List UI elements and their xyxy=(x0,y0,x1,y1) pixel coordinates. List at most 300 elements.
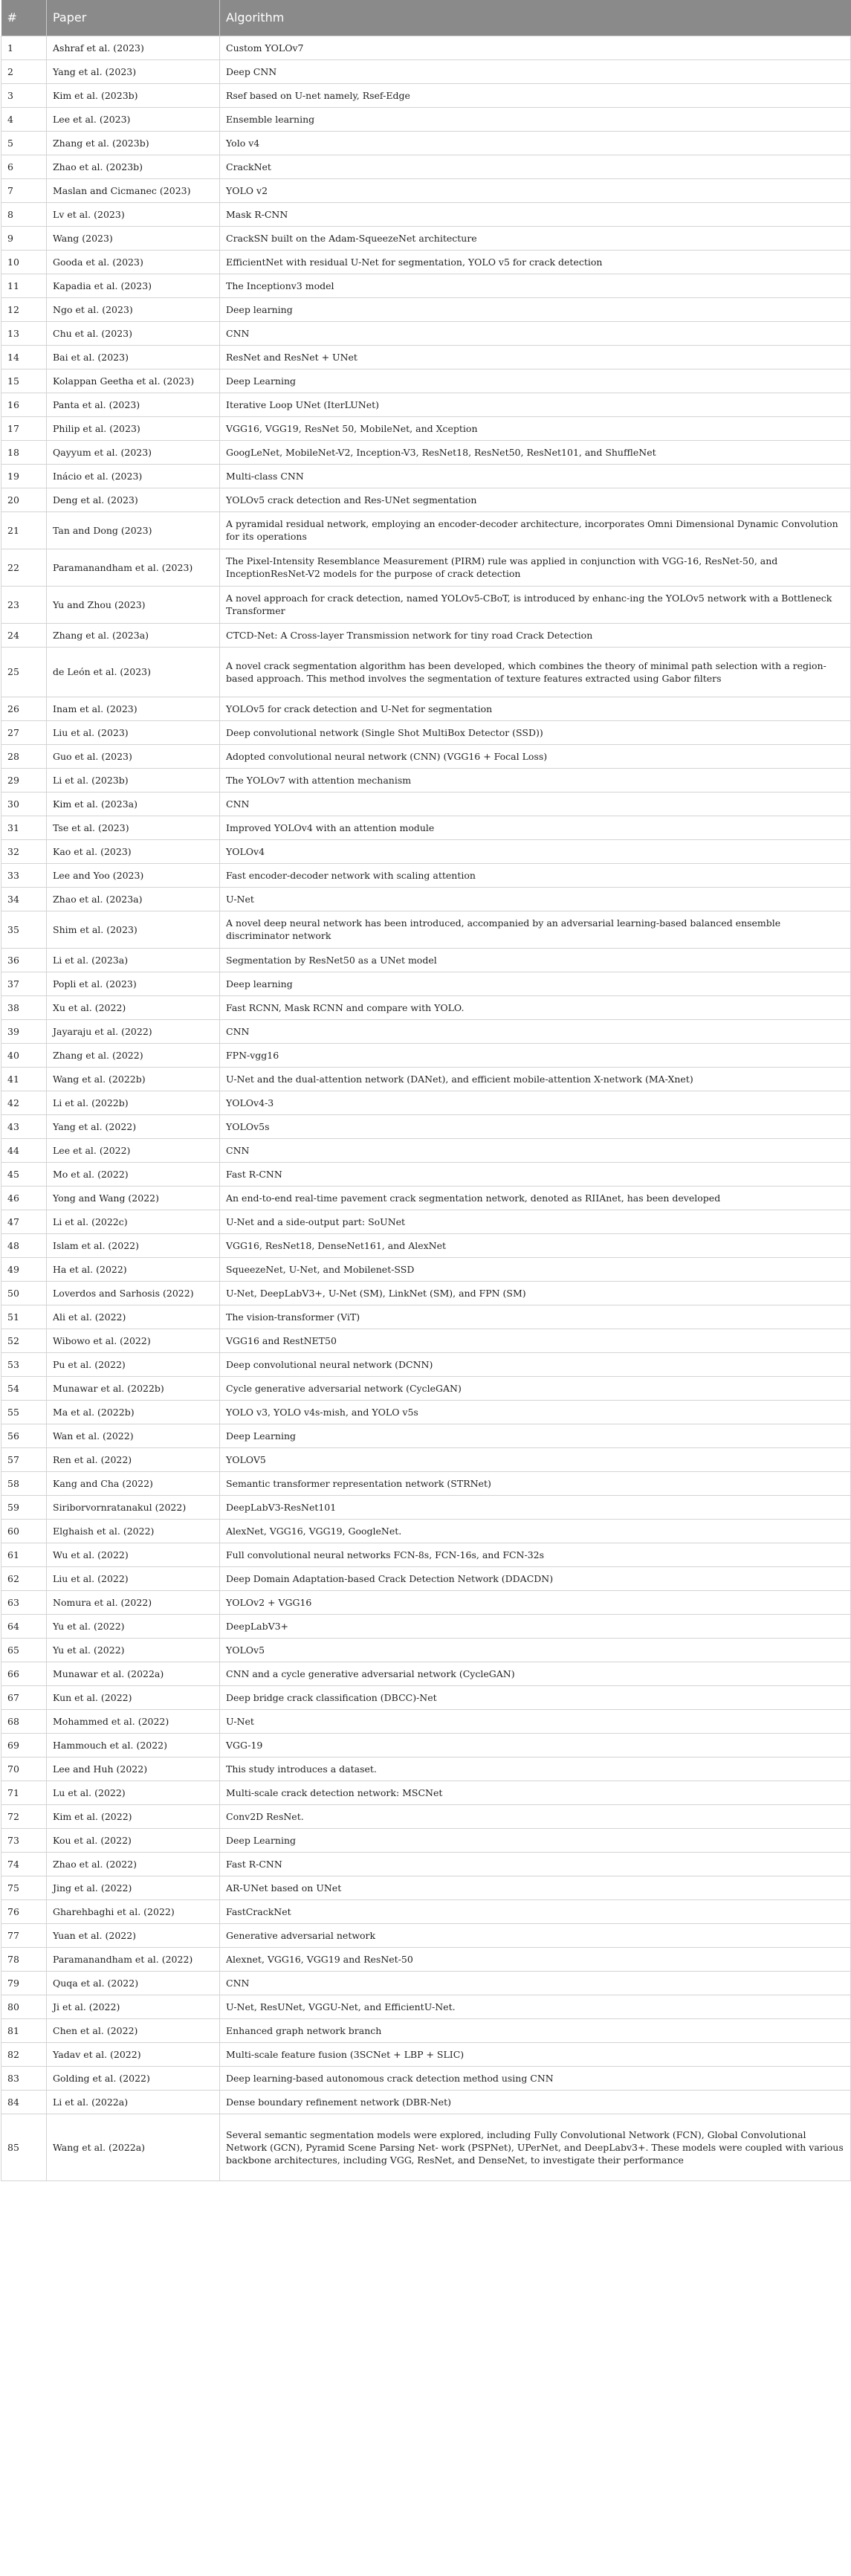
table-row xyxy=(1,1352,851,1376)
table-row xyxy=(1,768,851,792)
row-number: 71 xyxy=(1,1781,47,1804)
algorithm-cell: Semantic transformer representation network (STRNet) xyxy=(220,1471,851,1495)
column-header-algorithm: Algorithm xyxy=(226,10,285,25)
algorithm-cell: U-Net, DeepLabV3+, U-Net (SM), LinkNet (SM), and FPN (SM) xyxy=(220,1281,851,1305)
paper-cell: Yang et al. (2023) xyxy=(47,59,220,83)
row-number: 54 xyxy=(1,1376,47,1400)
row-number: 7 xyxy=(1,178,47,202)
row-number: 18 xyxy=(1,440,47,464)
algorithm-cell: Several semantic segmentation models were explored, including Fully Convolutional Network (FCN), Global Convolutional Network (GCN), Pyramid Scene Parsing Net- work (PSPNet), UPerNet, and DeepLabv3+. These models were coupled with various backbone architectures, including VGG, ResNet, and DenseNet, to investigate their performance xyxy=(220,2114,851,2180)
row-number: 1 xyxy=(1,36,47,59)
paper-cell: Ren et al. (2022) xyxy=(47,1447,220,1471)
algorithm-cell: ResNet and ResNet + UNet xyxy=(220,345,851,369)
algorithm-cell: YOLOv2 + VGG16 xyxy=(220,1590,851,1614)
paper-cell: Yadav et al. (2022) xyxy=(47,2042,220,2066)
algorithm-cell: VGG16 and RestNET50 xyxy=(220,1329,851,1352)
paper-cell: Siriborvornratanakul (2022) xyxy=(47,1495,220,1519)
algorithm-cell: EfficientNet with residual U-Net for segmentation, YOLO v5 for crack detection xyxy=(220,250,851,274)
row-number: 6 xyxy=(1,155,47,178)
paper-cell: Inácio et al. (2023) xyxy=(47,464,220,488)
row-number: 49 xyxy=(1,1257,47,1281)
row-number: 19 xyxy=(1,464,47,488)
paper-cell: Paramanandham et al. (2023) xyxy=(47,549,220,586)
paper-cell: Popli et al. (2023) xyxy=(47,972,220,995)
table-row xyxy=(1,1709,851,1733)
algorithm-cell: YOLOv5 crack detection and Res-UNet segmentation xyxy=(220,488,851,511)
table-row xyxy=(1,1186,851,1210)
row-number: 47 xyxy=(1,1210,47,1233)
table-row xyxy=(1,1210,851,1233)
row-number: 72 xyxy=(1,1804,47,1828)
table-row xyxy=(1,2090,851,2114)
row-number: 84 xyxy=(1,2090,47,2114)
algorithm-cell: CNN and a cycle generative adversarial network (CycleGAN) xyxy=(220,1662,851,1685)
paper-cell: Panta et al. (2023) xyxy=(47,393,220,416)
paper-cell: Xu et al. (2022) xyxy=(47,995,220,1019)
algorithm-cell: Multi-class CNN xyxy=(220,464,851,488)
table-row xyxy=(1,274,851,297)
paper-cell: Kun et al. (2022) xyxy=(47,1685,220,1709)
table-row xyxy=(1,464,851,488)
paper-cell: Kao et al. (2023) xyxy=(47,839,220,863)
row-number: 48 xyxy=(1,1233,47,1257)
algorithm-cell: YOLOv4 xyxy=(220,839,851,863)
algorithm-cell: CTCD-Net: A Cross-layer Transmission network for tiny road Crack Detection xyxy=(220,623,851,647)
row-number: 75 xyxy=(1,1876,47,1899)
algorithm-cell: VGG-19 xyxy=(220,1733,851,1757)
table-row xyxy=(1,36,851,59)
algorithm-cell: CNN xyxy=(220,792,851,816)
algorithm-cell: Yolo v4 xyxy=(220,131,851,155)
table-header-row xyxy=(1,0,851,36)
row-number: 55 xyxy=(1,1400,47,1424)
algorithm-cell: This study introduces a dataset. xyxy=(220,1757,851,1781)
table-row xyxy=(1,1757,851,1781)
paper-cell: Yang et al. (2022) xyxy=(47,1114,220,1138)
row-number: 41 xyxy=(1,1067,47,1091)
row-number: 21 xyxy=(1,511,47,549)
table-row xyxy=(1,1376,851,1400)
row-number: 32 xyxy=(1,839,47,863)
table-row xyxy=(1,1424,851,1447)
algorithm-cell: Adopted convolutional neural network (CNN) (VGG16 + Focal Loss) xyxy=(220,744,851,768)
row-number: 83 xyxy=(1,2066,47,2090)
table-row xyxy=(1,107,851,131)
table-row xyxy=(1,1971,851,1995)
algorithm-cell: AlexNet, VGG16, VGG19, GoogleNet. xyxy=(220,1519,851,1543)
row-number: 57 xyxy=(1,1447,47,1471)
table-row xyxy=(1,1519,851,1543)
algorithm-cell: YOLOv5s xyxy=(220,1114,851,1138)
row-number: 14 xyxy=(1,345,47,369)
row-number: 11 xyxy=(1,274,47,297)
table-row xyxy=(1,440,851,464)
row-number: 12 xyxy=(1,297,47,321)
paper-cell: Ngo et al. (2023) xyxy=(47,297,220,321)
table-row xyxy=(1,1828,851,1852)
algorithm-cell: Alexnet, VGG16, VGG19 and ResNet-50 xyxy=(220,1947,851,1971)
column-header-paper: Paper xyxy=(47,0,220,36)
table-row xyxy=(1,83,851,107)
paper-cell: Wang (2023) xyxy=(47,226,220,250)
column-header-number: # xyxy=(1,0,47,36)
table-row xyxy=(1,1043,851,1067)
row-number: 68 xyxy=(1,1709,47,1733)
paper-cell: Yu et al. (2022) xyxy=(47,1614,220,1638)
row-number: 4 xyxy=(1,107,47,131)
paper-cell: Zhang et al. (2023a) xyxy=(47,623,220,647)
table-row xyxy=(1,1257,851,1281)
algorithm-cell: The YOLOv7 with attention mechanism xyxy=(220,768,851,792)
row-number: 81 xyxy=(1,2018,47,2042)
algorithm-cell: Cycle generative adversarial network (CycleGAN) xyxy=(220,1376,851,1400)
algorithm-cell: Deep Domain Adaptation-based Crack Detection Network (DDACDN) xyxy=(220,1566,851,1590)
paper-cell: Mo et al. (2022) xyxy=(47,1162,220,1186)
paper-cell: Lee and Yoo (2023) xyxy=(47,863,220,887)
row-number: 64 xyxy=(1,1614,47,1638)
table-row xyxy=(1,1614,851,1638)
paper-cell: Paramanandham et al. (2022) xyxy=(47,1947,220,1971)
algorithm-cell: YOLOV5 xyxy=(220,1447,851,1471)
algorithm-cell: VGG16, ResNet18, DenseNet161, and AlexNet xyxy=(220,1233,851,1257)
algorithm-cell: Deep Learning xyxy=(220,1424,851,1447)
paper-cell: Pu et al. (2022) xyxy=(47,1352,220,1376)
table-row xyxy=(1,321,851,345)
row-number: 2 xyxy=(1,59,47,83)
paper-cell: Yong and Wang (2022) xyxy=(47,1186,220,1210)
table-row xyxy=(1,2066,851,2090)
paper-cell: Ashraf et al. (2023) xyxy=(47,36,220,59)
algorithm-cell: Segmentation by ResNet50 as a UNet model xyxy=(220,948,851,972)
algorithm-cell: An end-to-end real-time pavement crack segmentation network, denoted as RIIAnet, has been developed xyxy=(220,1186,851,1210)
table-row xyxy=(1,816,851,839)
algorithm-cell: AR-UNet based on UNet xyxy=(220,1876,851,1899)
algorithm-cell: DeepLabV3+ xyxy=(220,1614,851,1638)
algorithm-cell: U-Net and a side-output part: SoUNet xyxy=(220,1210,851,1233)
table-row xyxy=(1,1733,851,1757)
table-row xyxy=(1,1852,851,1876)
row-number: 53 xyxy=(1,1352,47,1376)
row-number: 59 xyxy=(1,1495,47,1519)
paper-cell: Shim et al. (2023) xyxy=(47,911,220,948)
table-row xyxy=(1,1947,851,1971)
algorithm-cell: Mask R-CNN xyxy=(220,202,851,226)
table-row xyxy=(1,345,851,369)
table-row xyxy=(1,1067,851,1091)
row-number: 65 xyxy=(1,1638,47,1662)
algorithm-cell: CNN xyxy=(220,1019,851,1043)
paper-cell: Loverdos and Sarhosis (2022) xyxy=(47,1281,220,1305)
paper-cell: Tse et al. (2023) xyxy=(47,816,220,839)
row-number: 61 xyxy=(1,1543,47,1566)
row-number: 85 xyxy=(1,2114,47,2180)
algorithm-cell: A novel approach for crack detection, named YOLOv5-CBoT, is introduced by enhanc-ing the YOLOv5 network with a Bottleneck Transformer xyxy=(220,586,851,623)
paper-cell: Gooda et al. (2023) xyxy=(47,250,220,274)
row-number: 82 xyxy=(1,2042,47,2066)
algorithm-cell: Iterative Loop UNet (IterLUNet) xyxy=(220,393,851,416)
table-row xyxy=(1,1543,851,1566)
paper-cell: Nomura et al. (2022) xyxy=(47,1590,220,1614)
paper-cell: Kim et al. (2023a) xyxy=(47,792,220,816)
row-number: 50 xyxy=(1,1281,47,1305)
table-row xyxy=(1,202,851,226)
row-number: 13 xyxy=(1,321,47,345)
table-row xyxy=(1,839,851,863)
paper-cell: Zhao et al. (2022) xyxy=(47,1852,220,1876)
algorithm-cell: The Pixel-Intensity Resemblance Measurement (PIRM) rule was applied in conjunction with VGG-16, ResNet-50, and InceptionResNet-V2 models for the purpose of crack detection xyxy=(220,549,851,586)
algorithm-cell: YOLO v3, YOLO v4s-mish, and YOLO v5s xyxy=(220,1400,851,1424)
paper-cell: Liu et al. (2023) xyxy=(47,720,220,744)
paper-cell: Quqa et al. (2022) xyxy=(47,1971,220,1995)
row-number: 43 xyxy=(1,1114,47,1138)
row-number: 24 xyxy=(1,623,47,647)
algorithm-cell: Deep learning xyxy=(220,297,851,321)
table-row xyxy=(1,623,851,647)
table-row xyxy=(1,1471,851,1495)
row-number: 80 xyxy=(1,1995,47,2018)
table-row xyxy=(1,2018,851,2042)
algorithm-cell: SqueezeNet, U-Net, and Mobilenet-SSD xyxy=(220,1257,851,1281)
table-row xyxy=(1,1638,851,1662)
algorithm-cell: CrackNet xyxy=(220,155,851,178)
algorithm-cell: A pyramidal residual network, employing an encoder-decoder architecture, incorporates Omni Dimensional Dynamic Convolution for its operations xyxy=(220,511,851,549)
table-row xyxy=(1,1138,851,1162)
algorithm-cell: A novel crack segmentation algorithm has been developed, which combines the theory of minimal path selection with a region-based approach. This method involves the segmentation of texture features extracted using Gabor filters xyxy=(220,647,851,697)
table-row xyxy=(1,1400,851,1424)
row-number: 35 xyxy=(1,911,47,948)
row-number: 3 xyxy=(1,83,47,107)
paper-cell: Islam et al. (2022) xyxy=(47,1233,220,1257)
row-number: 63 xyxy=(1,1590,47,1614)
algorithm-cell: U-Net xyxy=(220,1709,851,1733)
table-row xyxy=(1,1162,851,1186)
paper-cell: Kolappan Geetha et al. (2023) xyxy=(47,369,220,393)
row-number: 27 xyxy=(1,720,47,744)
table-row xyxy=(1,863,851,887)
row-number: 51 xyxy=(1,1305,47,1329)
paper-cell: Ha et al. (2022) xyxy=(47,1257,220,1281)
paper-cell: Mohammed et al. (2022) xyxy=(47,1709,220,1733)
algorithm-cell: FastCrackNet xyxy=(220,1899,851,1923)
paper-cell: Philip et al. (2023) xyxy=(47,416,220,440)
paper-cell: Hammouch et al. (2022) xyxy=(47,1733,220,1757)
table-row xyxy=(1,1019,851,1043)
paper-cell: Maslan and Cicmanec (2023) xyxy=(47,178,220,202)
table-row xyxy=(1,1804,851,1828)
algorithm-cell: Fast RCNN, Mask RCNN and compare with YOLO. xyxy=(220,995,851,1019)
algorithm-cell: CNN xyxy=(220,1971,851,1995)
table-row xyxy=(1,972,851,995)
paper-cell: Jing et al. (2022) xyxy=(47,1876,220,1899)
paper-cell: Chen et al. (2022) xyxy=(47,2018,220,2042)
paper-cell: Munawar et al. (2022b) xyxy=(47,1376,220,1400)
paper-cell: Lu et al. (2022) xyxy=(47,1781,220,1804)
table-row xyxy=(1,697,851,720)
algorithm-cell: U-Net, ResUNet, VGGU-Net, and EfficientU-Net. xyxy=(220,1995,851,2018)
table-row xyxy=(1,2114,851,2180)
paper-cell: Zhang et al. (2022) xyxy=(47,1043,220,1067)
table-row xyxy=(1,1590,851,1614)
algorithm-cell: Ensemble learning xyxy=(220,107,851,131)
paper-cell: Qayyum et al. (2023) xyxy=(47,440,220,464)
paper-cell: Wan et al. (2022) xyxy=(47,1424,220,1447)
algorithm-cell: Multi-scale crack detection network: MSCNet xyxy=(220,1781,851,1804)
paper-cell: Chu et al. (2023) xyxy=(47,321,220,345)
row-number: 16 xyxy=(1,393,47,416)
row-number: 52 xyxy=(1,1329,47,1352)
algorithm-cell: GoogLeNet, MobileNet-V2, Inception-V3, ResNet18, ResNet50, ResNet101, and ShuffleNet xyxy=(220,440,851,464)
algorithm-cell: A novel deep neural network has been introduced, accompanied by an adversarial learning-based balanced ensemble discriminator network xyxy=(220,911,851,948)
paper-cell: Li et al. (2022c) xyxy=(47,1210,220,1233)
row-number: 74 xyxy=(1,1852,47,1876)
paper-cell: Lee and Huh (2022) xyxy=(47,1757,220,1781)
table-row xyxy=(1,1281,851,1305)
paper-cell: Lee et al. (2022) xyxy=(47,1138,220,1162)
algorithm-cell: Deep convolutional network (Single Shot MultiBox Detector (SSD)) xyxy=(220,720,851,744)
row-number: 76 xyxy=(1,1899,47,1923)
table-row xyxy=(1,948,851,972)
algorithm-cell: The vision-transformer (ViT) xyxy=(220,1305,851,1329)
row-number: 17 xyxy=(1,416,47,440)
row-number: 46 xyxy=(1,1186,47,1210)
row-number: 79 xyxy=(1,1971,47,1995)
paper-cell: Zhang et al. (2023b) xyxy=(47,131,220,155)
paper-cell: Yu and Zhou (2023) xyxy=(47,586,220,623)
table-row xyxy=(1,744,851,768)
algorithm-cell: Deep learning-based autonomous crack detection method using CNN xyxy=(220,2066,851,2090)
paper-cell: Kim et al. (2022) xyxy=(47,1804,220,1828)
table-row xyxy=(1,1566,851,1590)
algorithm-cell: YOLOv5 for crack detection and U-Net for segmentation xyxy=(220,697,851,720)
table-row xyxy=(1,1876,851,1899)
table-row xyxy=(1,369,851,393)
row-number: 26 xyxy=(1,697,47,720)
row-number: 66 xyxy=(1,1662,47,1685)
row-number: 42 xyxy=(1,1091,47,1114)
table-body xyxy=(1,36,851,2180)
paper-cell: Wang et al. (2022b) xyxy=(47,1067,220,1091)
row-number: 38 xyxy=(1,995,47,1019)
row-number: 34 xyxy=(1,887,47,911)
algorithm-cell: Fast R-CNN xyxy=(220,1162,851,1186)
row-number: 62 xyxy=(1,1566,47,1590)
row-number: 60 xyxy=(1,1519,47,1543)
paper-cell: Li et al. (2023a) xyxy=(47,948,220,972)
row-number: 25 xyxy=(1,647,47,697)
row-number: 45 xyxy=(1,1162,47,1186)
paper-cell: Yu et al. (2022) xyxy=(47,1638,220,1662)
table-row xyxy=(1,488,851,511)
paper-cell: Li et al. (2023b) xyxy=(47,768,220,792)
table-row xyxy=(1,131,851,155)
paper-cell: de León et al. (2023) xyxy=(47,647,220,697)
paper-cell: Liu et al. (2022) xyxy=(47,1566,220,1590)
row-number: 23 xyxy=(1,586,47,623)
paper-cell: Ma et al. (2022b) xyxy=(47,1400,220,1424)
algorithm-cell: Improved YOLOv4 with an attention module xyxy=(220,816,851,839)
table-row xyxy=(1,1495,851,1519)
algorithm-cell: Deep Learning xyxy=(220,1828,851,1852)
paper-cell: Elghaish et al. (2022) xyxy=(47,1519,220,1543)
table-row xyxy=(1,59,851,83)
row-number: 40 xyxy=(1,1043,47,1067)
table-row xyxy=(1,1329,851,1352)
table-row xyxy=(1,1781,851,1804)
paper-cell: Kapadia et al. (2023) xyxy=(47,274,220,297)
table-row xyxy=(1,226,851,250)
paper-cell: Yuan et al. (2022) xyxy=(47,1923,220,1947)
table-row xyxy=(1,911,851,948)
algorithm-cell: Conv2D ResNet. xyxy=(220,1804,851,1828)
table-row xyxy=(1,155,851,178)
algorithm-cell: Deep learning xyxy=(220,972,851,995)
row-number: 70 xyxy=(1,1757,47,1781)
paper-cell: Zhao et al. (2023a) xyxy=(47,887,220,911)
table-row xyxy=(1,720,851,744)
row-number: 69 xyxy=(1,1733,47,1757)
paper-cell: Munawar et al. (2022a) xyxy=(47,1662,220,1685)
algorithm-cell: YOLO v2 xyxy=(220,178,851,202)
paper-cell: Tan and Dong (2023) xyxy=(47,511,220,549)
table-row xyxy=(1,416,851,440)
row-number: 28 xyxy=(1,744,47,768)
algorithm-cell: Rsef based on U-net namely, Rsef-Edge xyxy=(220,83,851,107)
paper-cell: Li et al. (2022b) xyxy=(47,1091,220,1114)
table-row xyxy=(1,887,851,911)
table-row xyxy=(1,297,851,321)
algorithm-cell: YOLOv4-3 xyxy=(220,1091,851,1114)
paper-cell: Deng et al. (2023) xyxy=(47,488,220,511)
row-number: 22 xyxy=(1,549,47,586)
algorithm-cell: Fast R-CNN xyxy=(220,1852,851,1876)
row-number: 8 xyxy=(1,202,47,226)
paper-cell: Jayaraju et al. (2022) xyxy=(47,1019,220,1043)
row-number: 36 xyxy=(1,948,47,972)
algorithm-cell: Dense boundary refinement network (DBR-Net) xyxy=(220,2090,851,2114)
algorithm-cell: VGG16, VGG19, ResNet 50, MobileNet, and Xception xyxy=(220,416,851,440)
table-row xyxy=(1,393,851,416)
paper-cell: Ji et al. (2022) xyxy=(47,1995,220,2018)
table-row xyxy=(1,1091,851,1114)
row-number: 39 xyxy=(1,1019,47,1043)
row-number: 44 xyxy=(1,1138,47,1162)
table-row xyxy=(1,1995,851,2018)
algorithm-cell: Custom YOLOv7 xyxy=(220,36,851,59)
algorithm-cell: Deep bridge crack classification (DBCC)-Net xyxy=(220,1685,851,1709)
paper-cell: Wu et al. (2022) xyxy=(47,1543,220,1566)
algorithms-table xyxy=(1,0,851,2181)
paper-cell: Guo et al. (2023) xyxy=(47,744,220,768)
algorithm-cell: YOLOv5 xyxy=(220,1638,851,1662)
table-row xyxy=(1,2042,851,2066)
row-number: 20 xyxy=(1,488,47,511)
algorithm-cell: Enhanced graph network branch xyxy=(220,2018,851,2042)
row-number: 67 xyxy=(1,1685,47,1709)
paper-cell: Kang and Cha (2022) xyxy=(47,1471,220,1495)
row-number: 73 xyxy=(1,1828,47,1852)
table-row xyxy=(1,586,851,623)
row-number: 33 xyxy=(1,863,47,887)
paper-cell: Gharehbaghi et al. (2022) xyxy=(47,1899,220,1923)
row-number: 56 xyxy=(1,1424,47,1447)
paper-cell: Inam et al. (2023) xyxy=(47,697,220,720)
algorithm-cell: CNN xyxy=(220,321,851,345)
table-row xyxy=(1,647,851,697)
algorithm-cell: CNN xyxy=(220,1138,851,1162)
table-row xyxy=(1,1685,851,1709)
paper-cell: Li et al. (2022a) xyxy=(47,2090,220,2114)
algorithm-cell: U-Net xyxy=(220,887,851,911)
